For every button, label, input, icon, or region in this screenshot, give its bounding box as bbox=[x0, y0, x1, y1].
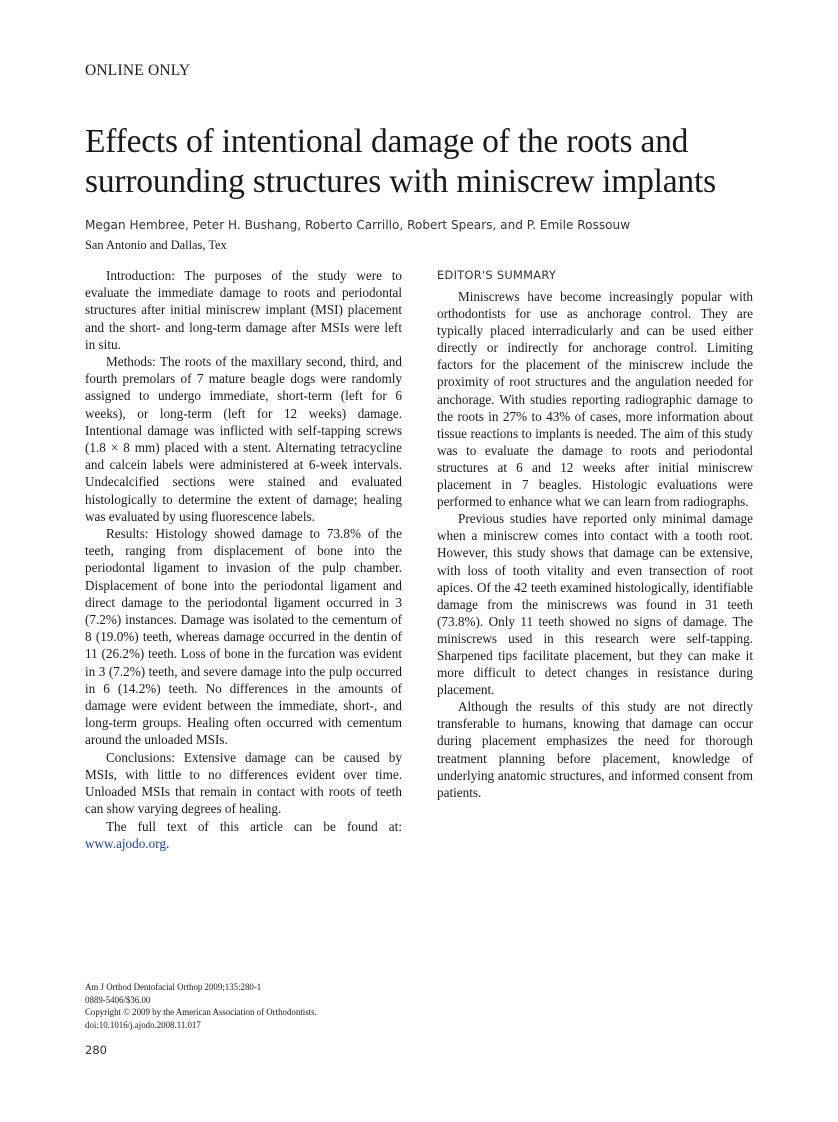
editors-summary-body bbox=[437, 288, 753, 801]
journal-website-link[interactable]: www.ajodo.org bbox=[85, 835, 166, 851]
full-text-prefix: The full text of this article can be found at: bbox=[106, 818, 402, 834]
author-list: Megan Hembree, Peter H. Bushang, Roberto Carrillo, Robert Spears, and P. Emile Rossouw bbox=[85, 218, 631, 232]
page-number: 280 bbox=[85, 1043, 107, 1057]
editors-summary bbox=[437, 268, 753, 801]
abstract-methods: Methods: The roots of the maxillary second, third, and fourth premolars of 7 mature beagle dogs were randomly assigned to undergo immediate, short-term (left for 6 weeks), or long-term (left for 12 weeks) damage. Intentional damage was inflicted with self-tapping screws (1.8 × 8 mm) placed with a stent. Alternating tetracycline and calcein labels were administered at 6-week intervals. Undecalcified sections were stained and evaluated histologically to determine the extent of damage; healing was evaluated by using fluorescence labels. bbox=[85, 354, 402, 524]
full-text-suffix: . bbox=[165, 835, 170, 851]
summary-paragraph: Although the results of this study are not directly transferable to humans, knowing that damage can occur during placement emphasizes the need for thorough treatment planning before placement, knowledge of underlying anatomic structures, and informed consent from patients. bbox=[437, 699, 753, 800]
copyright-notice: Copyright © 2009 by the American Association of Orthodontists. bbox=[85, 1007, 317, 1018]
editors-summary-heading: EDITOR'S SUMMARY bbox=[437, 268, 557, 282]
citation-footer bbox=[85, 981, 317, 1031]
journal-citation: Am J Orthod Dentofacial Orthop 2009;135:280-1 bbox=[85, 982, 262, 992]
article-title: Effects of intentional damage of the roots and surrounding structures with miniscrew implants bbox=[85, 123, 716, 200]
section-label: ONLINE ONLY bbox=[85, 62, 191, 79]
summary-paragraph: Previous studies have reported only minimal damage when a miniscrew comes into contact with a tooth root. However, this study shows that damage can be extensive, with loss of tooth vitality and even transection of root apices. Of the 42 teeth examined histologically, identifiable damage from the miniscrews was found in 31 teeth (73.8%). Only 11 teeth showed no signs of damage. The miniscrews used in this research were self-tapping. Sharpened tips facilitate placement, but they can make it more difficult to detect changes in resistance during placement. bbox=[437, 511, 753, 698]
article-price: 0889-5406/$36.00 bbox=[85, 994, 151, 1005]
doi: doi:10.1016/j.ajodo.2008.11.017 bbox=[85, 1019, 201, 1030]
abstract-introduction: Introduction: The purposes of the study were to evaluate the immediate damage to roots and periodontal structures after initial miniscrew implant (MSI) placement and the short- and long-term damage after MSIs were left in situ. bbox=[85, 268, 402, 352]
author-affiliation: San Antonio and Dallas, Tex bbox=[85, 238, 227, 252]
abstract-conclusions: Conclusions: Extensive damage can be caused by MSIs, with little to no differences evident over time. Unloaded MSIs that remain in contact with roots of teeth can show varying degrees of healing. bbox=[85, 749, 402, 817]
abstract bbox=[85, 267, 402, 852]
full-text-note bbox=[85, 818, 402, 852]
summary-paragraph: Miniscrews have become increasingly popular with orthodontists for use as anchorage control. They are typically placed interradicularly and can be used either directly or indirectly for anchorage control. Limiting factors for the placement of the miniscrew include the proximity of root structures and the angulation needed for anchorage. With studies reporting radiographic damage to the roots in 27% to 43% of cases, more information about tissue reactions to implants is needed. The aim of this study was to evaluate the damage to roots and periodontal structures at 6 and 12 weeks after initial miniscrew placement in 7 beagles. Histologic evaluations were performed to enhance what we can learn from radiographs. bbox=[437, 289, 753, 510]
abstract-results: Results: Histology showed damage to 73.8% of the teeth, ranging from displacement of bone into the periodontal ligament to invasion of the pulp chamber. Displacement of bone into the periodontal ligament and direct damage to the periodontal ligament occurred in 3 (7.2%) instances. Damage was isolated to the cementum of 8 (19.0%) teeth, whereas damage occurred in the dentin of 11 (26.2%) teeth. Loss of bone in the furcation was evident in 3 (7.2%) teeth, and severe damage into the pulp occurred in 6 (14.2%) teeth. No differences in the amounts of damage were evident between the immediate, short-, and long-term groups. Healing often occurred with cementum around the unloaded MSIs. bbox=[85, 526, 402, 748]
